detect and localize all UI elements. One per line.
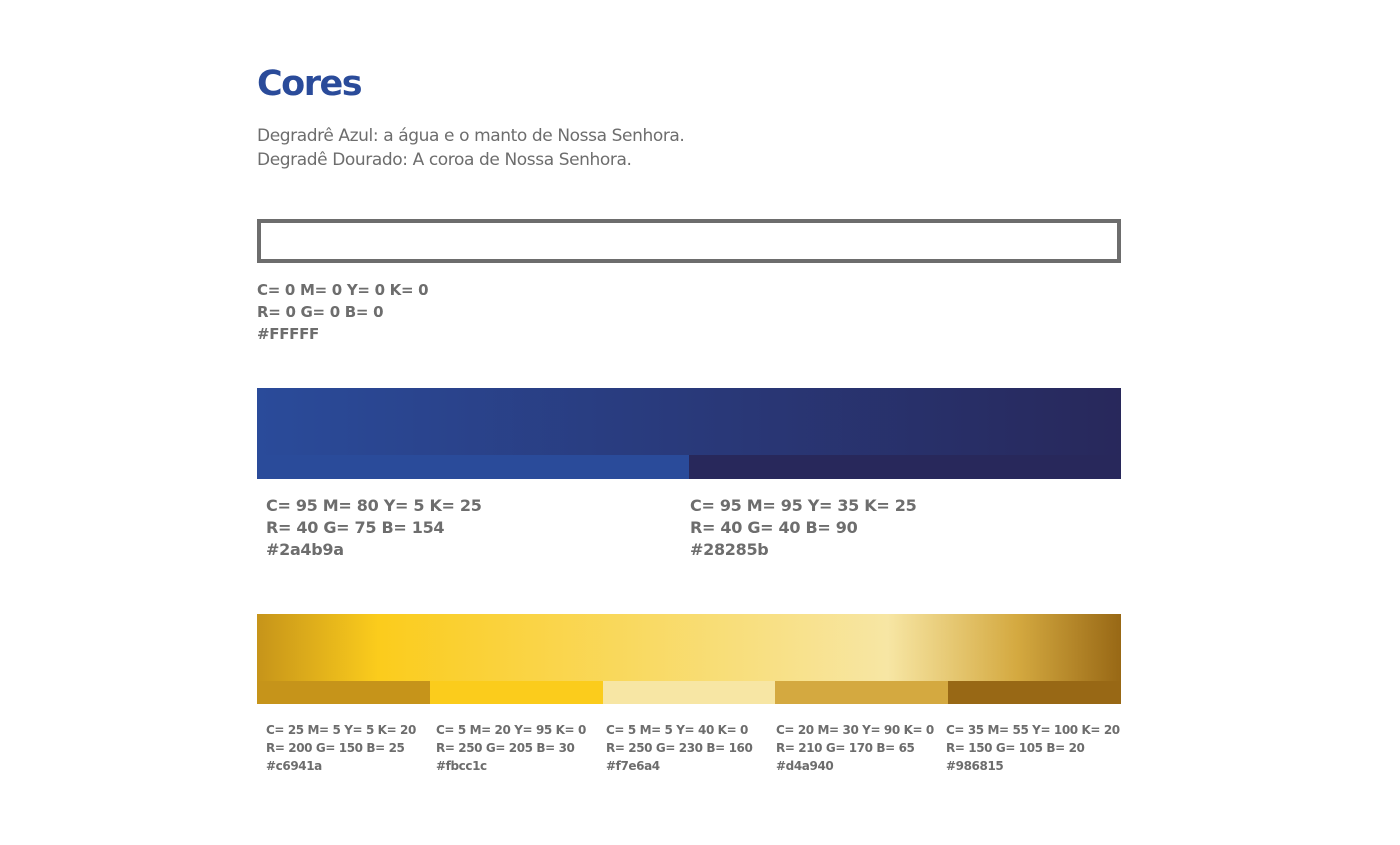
gold-5-hex: #986815 [946,759,1004,773]
gold-3-info [606,721,752,775]
gold-4-rgb: R= 210 G= 170 B= 65 [776,741,915,755]
gold-1-info [266,721,416,775]
gold-swatch-1 [257,681,430,704]
gold-1-hex: #c6941a [266,759,322,773]
gold-2-cmyk: C= 5 M= 20 Y= 95 K= 0 [436,723,586,737]
white-color-swatch [257,219,1121,263]
gold-4-cmyk: C= 20 M= 30 Y= 90 K= 0 [776,723,934,737]
gold-5-rgb: R= 150 G= 105 B= 20 [946,741,1085,755]
blue-dark-cmyk: C= 95 M= 95 Y= 35 K= 25 [690,496,917,515]
gold-5-cmyk: C= 35 M= 55 Y= 100 K= 20 [946,723,1120,737]
gold-gradient-bar [257,614,1121,681]
gold-swatch-3 [603,681,775,704]
gold-2-rgb: R= 250 G= 205 B= 30 [436,741,575,755]
gold-5-info [946,721,1120,775]
gold-3-hex: #f7e6a4 [606,759,660,773]
gold-gradient-description: Degradê Dourado: A coroa de Nossa Senhora. [257,150,632,170]
blue-light-info [266,495,482,561]
blue-dark-info [690,495,916,561]
white-cmyk: C= 0 M= 0 Y= 0 K= 0 [257,281,429,299]
blue-swatch-dark [689,455,1121,479]
white-rgb: R= 0 G= 0 B= 0 [257,303,384,321]
gold-2-hex: #fbcc1c [436,759,487,773]
color-description [257,124,684,172]
blue-light-rgb: R= 40 G= 75 B= 154 [266,518,445,537]
white-color-info [257,279,428,345]
gold-swatch-2 [430,681,603,704]
gold-swatch-5 [948,681,1121,704]
blue-light-cmyk: C= 95 M= 80 Y= 5 K= 25 [266,496,482,515]
blue-gradient-description: Degradrê Azul: a água e o manto de Nossa Senhora. [257,126,685,146]
gold-swatch-4 [775,681,948,704]
blue-dark-hex: #28285b [690,540,769,559]
blue-light-hex: #2a4b9a [266,540,344,559]
gold-1-rgb: R= 200 G= 150 B= 25 [266,741,405,755]
gold-3-cmyk: C= 5 M= 5 Y= 40 K= 0 [606,723,748,737]
blue-gradient-bar [257,388,1121,455]
white-hex: #FFFFF [257,325,320,343]
blue-dark-rgb: R= 40 G= 40 B= 90 [690,518,858,537]
blue-swatch-light [257,455,689,479]
gold-4-hex: #d4a940 [776,759,834,773]
gold-4-info [776,721,934,775]
gold-3-rgb: R= 250 G= 230 B= 160 [606,741,753,755]
page-title: Cores [257,64,362,104]
gold-1-cmyk: C= 25 M= 5 Y= 5 K= 20 [266,723,416,737]
gold-2-info [436,721,586,775]
